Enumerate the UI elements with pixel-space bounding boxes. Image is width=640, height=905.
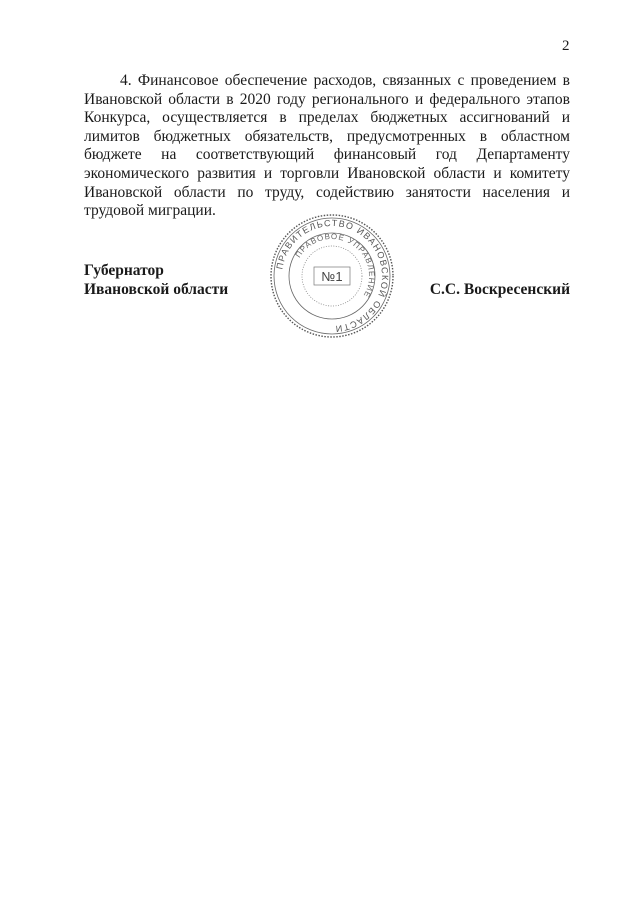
official-seal [268, 212, 396, 340]
body-paragraph: 4. Финансовое обеспечение расходов, связанных с проведением в Ивановской области в 2020 году регионального и федерального этапов Конкурса, осуществляется в пределах бюджетных ассигнований и лимитов бюджетных обязательств, предусмотренных в областном бюджете на соответствующий финансовый год Департаменту экономического развития и торговли Ивановской области и комитету Ивановской области по труду, содействию занятости населения и трудовой миграции. [84, 72, 570, 220]
seal-number: №1 [321, 269, 343, 284]
page-number: 2 [562, 38, 570, 54]
signature-title-line2: Ивановской области [84, 280, 229, 298]
seal-inner-textpath: ПРАВОВОЕ УПРАВЛЕНИЕ [293, 231, 377, 300]
signature-title-line1: Губернатор [84, 262, 164, 279]
signature-title [84, 262, 228, 299]
seal-outer-textpath: ПРАВИТЕЛЬСТВО ИВАНОВСКОЙ ОБЛАСТИ [274, 217, 391, 335]
seal-inner-text [294, 232, 376, 300]
signature-name: С.С. Воскресенский [429, 281, 570, 298]
